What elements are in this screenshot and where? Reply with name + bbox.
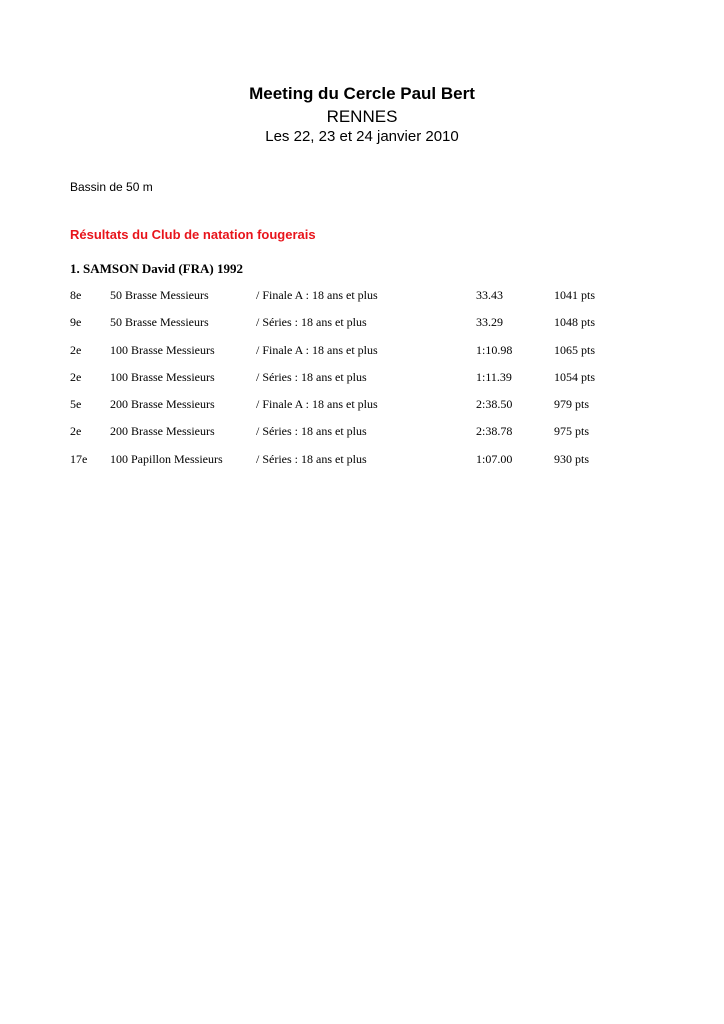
result-row: [0, 451, 724, 478]
result-points: 1054 pts: [554, 369, 596, 384]
result-round: / Séries : 18 ans et plus: [256, 315, 367, 330]
result-points: 1048 pts: [554, 315, 596, 330]
result-rank: 17e: [70, 451, 88, 466]
result-time: 33.43: [476, 288, 503, 302]
result-row: [0, 287, 724, 314]
result-points: 1041 pts: [554, 288, 596, 302]
result-row: [0, 342, 724, 369]
result-event: 100 Papillon Messieurs: [110, 451, 223, 466]
result-time: 1:07.00: [476, 451, 513, 466]
result-event: 200 Brasse Messieurs: [110, 397, 215, 412]
meeting-city: RENNES: [326, 107, 398, 126]
result-points: 930 pts: [554, 451, 590, 466]
pool-info: Bassin de 50 m: [70, 180, 153, 194]
result-row: [0, 314, 724, 341]
result-time: 2:38.78: [476, 424, 513, 439]
result-round: / Finale A : 18 ans et plus: [256, 288, 378, 302]
results-table: [0, 287, 724, 478]
result-round: / Séries : 18 ans et plus: [256, 451, 367, 466]
result-time: 33.29: [476, 315, 503, 330]
result-event: 50 Brasse Messieurs: [110, 288, 209, 302]
result-points: 1065 pts: [554, 342, 596, 357]
result-points: 975 pts: [554, 424, 590, 439]
result-rank: 9e: [70, 315, 82, 330]
meeting-dates: Les 22, 23 et 24 janvier 2010: [265, 128, 459, 145]
result-points: 979 pts: [554, 397, 590, 412]
result-event: 50 Brasse Messieurs: [110, 315, 209, 330]
result-row: [0, 396, 724, 423]
result-round: / Finale A : 18 ans et plus: [256, 397, 378, 412]
result-time: 2:38.50: [476, 397, 513, 412]
result-rank: 8e: [70, 288, 82, 302]
result-rank: 2e: [70, 342, 82, 357]
result-rank: 2e: [70, 424, 82, 439]
result-rank: 2e: [70, 369, 82, 384]
result-rank: 5e: [70, 397, 82, 412]
result-row: [0, 369, 724, 396]
club-results-heading: Résultats du Club de natation fougerais: [70, 227, 316, 242]
result-event: 100 Brasse Messieurs: [110, 342, 215, 357]
result-round: / Séries : 18 ans et plus: [256, 424, 367, 439]
result-event: 100 Brasse Messieurs: [110, 369, 215, 384]
result-event: 200 Brasse Messieurs: [110, 424, 215, 439]
meeting-title: Meeting du Cercle Paul Bert: [249, 84, 475, 103]
result-time: 1:10.98: [476, 342, 513, 357]
swimmer-name: 1. SAMSON David (FRA) 1992: [70, 261, 243, 276]
result-round: / Séries : 18 ans et plus: [256, 369, 367, 384]
result-round: / Finale A : 18 ans et plus: [256, 342, 378, 357]
result-row: [0, 423, 724, 450]
result-time: 1:11.39: [476, 369, 512, 384]
